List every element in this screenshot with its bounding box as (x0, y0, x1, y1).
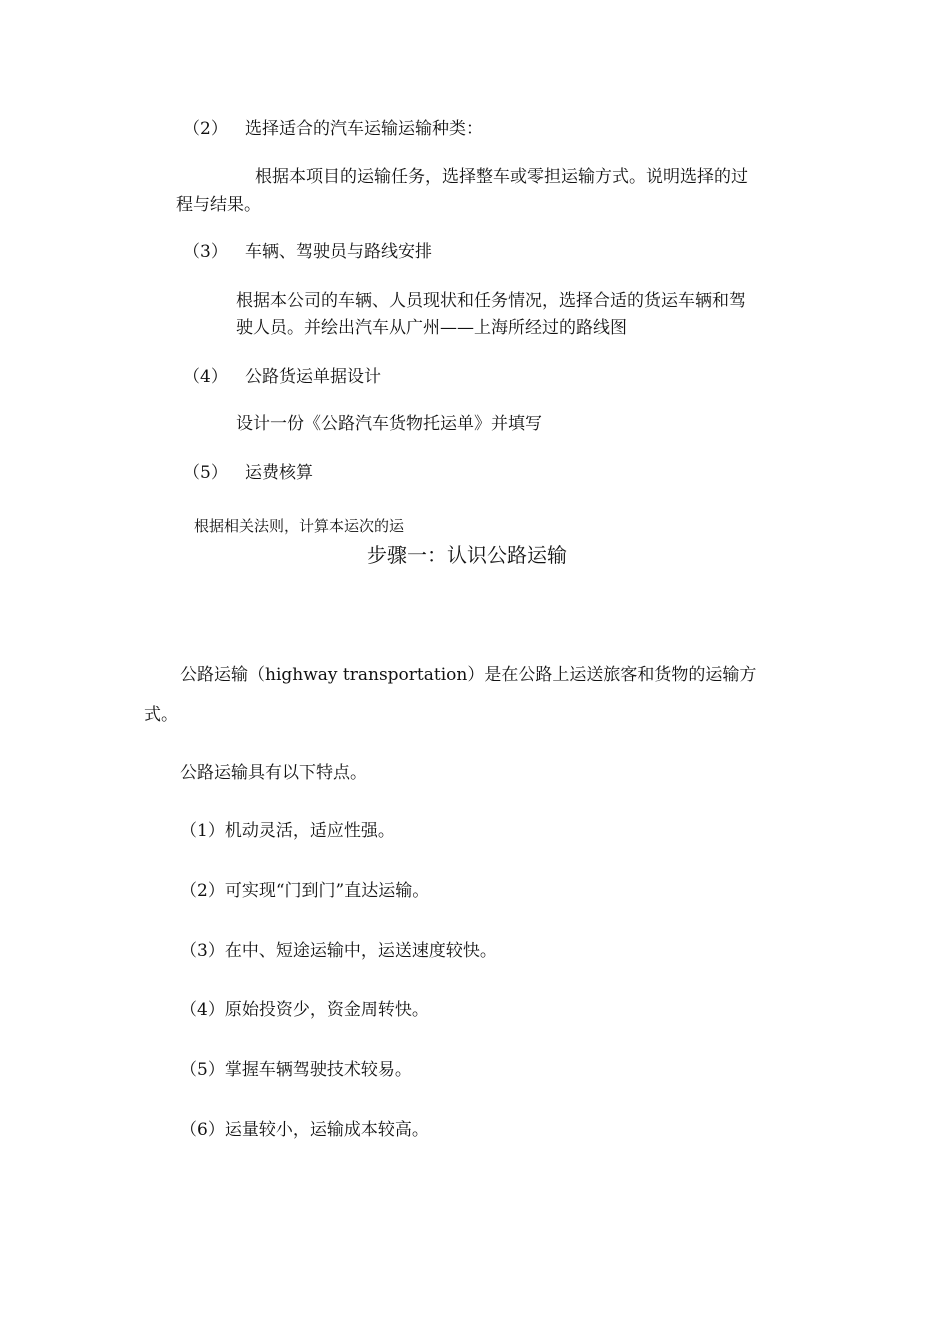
intro-line-2: 式。 (144, 705, 178, 725)
feature-item: （4）原始投资少，资金周转快。 (180, 1000, 429, 1020)
item-4-heading (183, 366, 381, 388)
item-3-heading (183, 241, 432, 263)
item-5-number: （5） (183, 463, 228, 483)
feature-item: （5）掌握车辆驾驶技术较易。 (180, 1060, 412, 1080)
feature-item: （2）可实现“门到门”直达运输。 (180, 881, 430, 901)
features-intro: 公路运输具有以下特点。 (180, 763, 367, 783)
item-3-title: 车辆、驾驶员与路线安排 (245, 242, 432, 262)
item-2-title: 选择适合的汽车运输运输种类： (245, 119, 483, 139)
feature-item: （6）运量较小，运输成本较高。 (180, 1120, 429, 1140)
item-4-title: 公路货运单据设计 (245, 367, 381, 387)
feature-item: （1）机动灵活，适应性强。 (180, 821, 395, 841)
item-3-description-line-1: 根据本公司的车辆、人员现状和任务情况，选择合适的货运车辆和驾 (236, 291, 746, 311)
item-2-heading (183, 118, 483, 140)
item-4-number: （4） (183, 367, 228, 387)
item-5-heading (183, 462, 313, 484)
feature-item: （3）在中、短途运输中，运送速度较快。 (180, 941, 497, 961)
step-heading: 步骤一：认识公路运输 (367, 543, 567, 567)
item-2-description-line-2: 程与结果。 (176, 195, 261, 215)
item-4-description: 设计一份《公路汽车货物托运单》并填写 (236, 414, 542, 434)
item-3-number: （3） (183, 242, 228, 262)
item-2-description-line-1: 根据本项目的运输任务，选择整车或零担运输方式。说明选择的过 (255, 167, 748, 187)
item-2-number: （2） (183, 119, 228, 139)
intro-line-1: 公路运输（highway transportation）是在公路上运送旅客和货物的运输方 (180, 665, 757, 685)
item-5-description: 根据相关法则，计算本运次的运 (194, 517, 405, 535)
item-5-title: 运费核算 (245, 463, 313, 483)
item-3-description-line-2: 驶人员。并绘出汽车从广州——上海所经过的路线图 (236, 318, 627, 338)
